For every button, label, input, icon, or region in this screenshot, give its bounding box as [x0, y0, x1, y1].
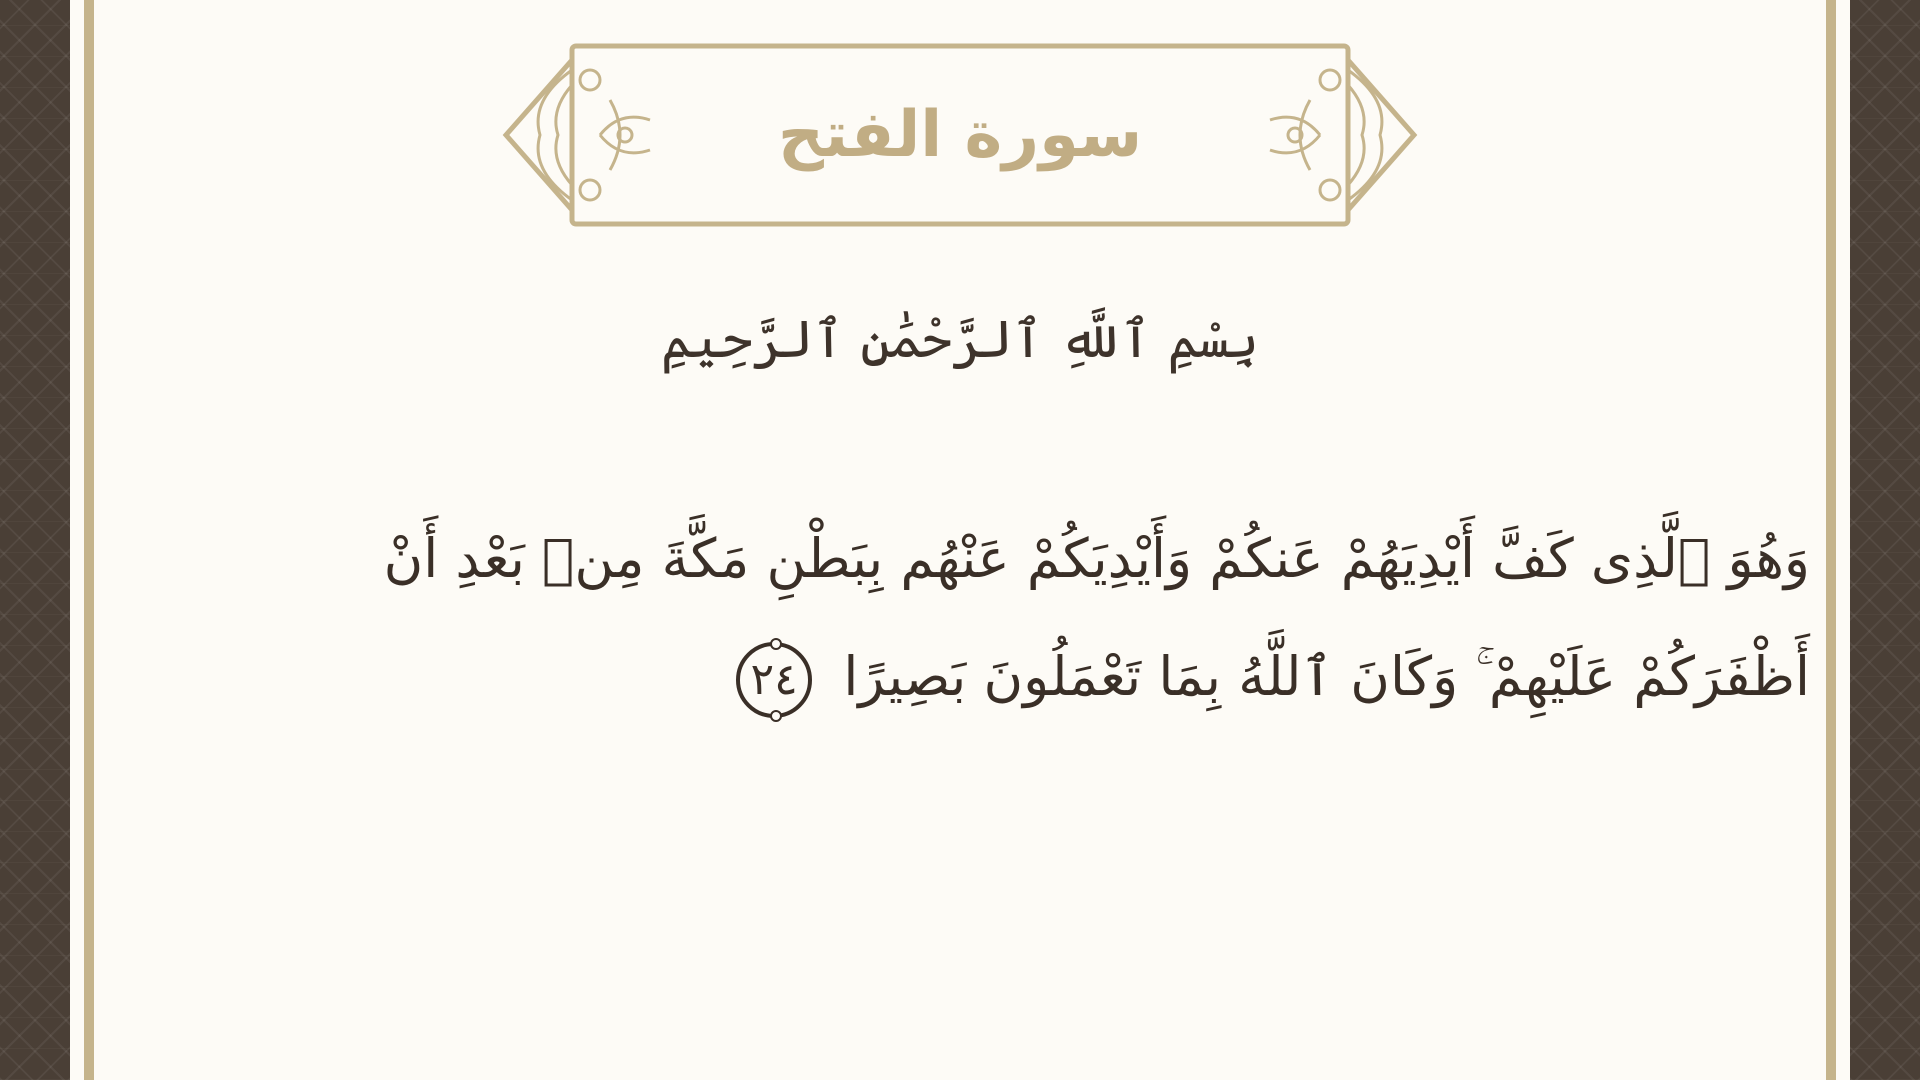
verse-line-2-text: أَظْفَرَكُمْ عَلَيْهِمْ ۚ وَكَانَ ٱللَّهُ بِمَا تَعْمَلُونَ بَصِيرًا — [843, 645, 1810, 708]
right-ornamental-border — [1850, 0, 1920, 1080]
basmala: بِسْمِ ٱللَّهِ ٱلرَّحْمَٰنِ ٱلرَّحِيمِ — [660, 310, 1260, 370]
ayah-number-marker: ٢٤ — [736, 642, 812, 718]
left-gold-line — [84, 0, 94, 1080]
right-gold-line — [1826, 0, 1836, 1080]
verse-line-1: وَهُوَ ٱلَّذِى كَفَّ أَيْدِيَهُمْ عَنكُمْ وَأَيْدِيَكُمْ عَنْهُم بِبَطْنِ مَكَّةَ مِنۢ بَعْدِ أَنْ — [383, 527, 1810, 590]
surah-title: سورة الفتح — [777, 98, 1143, 172]
left-ornamental-border — [0, 0, 70, 1080]
verse-text — [230, 500, 1810, 736]
surah-title-banner — [500, 40, 1420, 230]
verse-line-2 — [230, 618, 1810, 736]
